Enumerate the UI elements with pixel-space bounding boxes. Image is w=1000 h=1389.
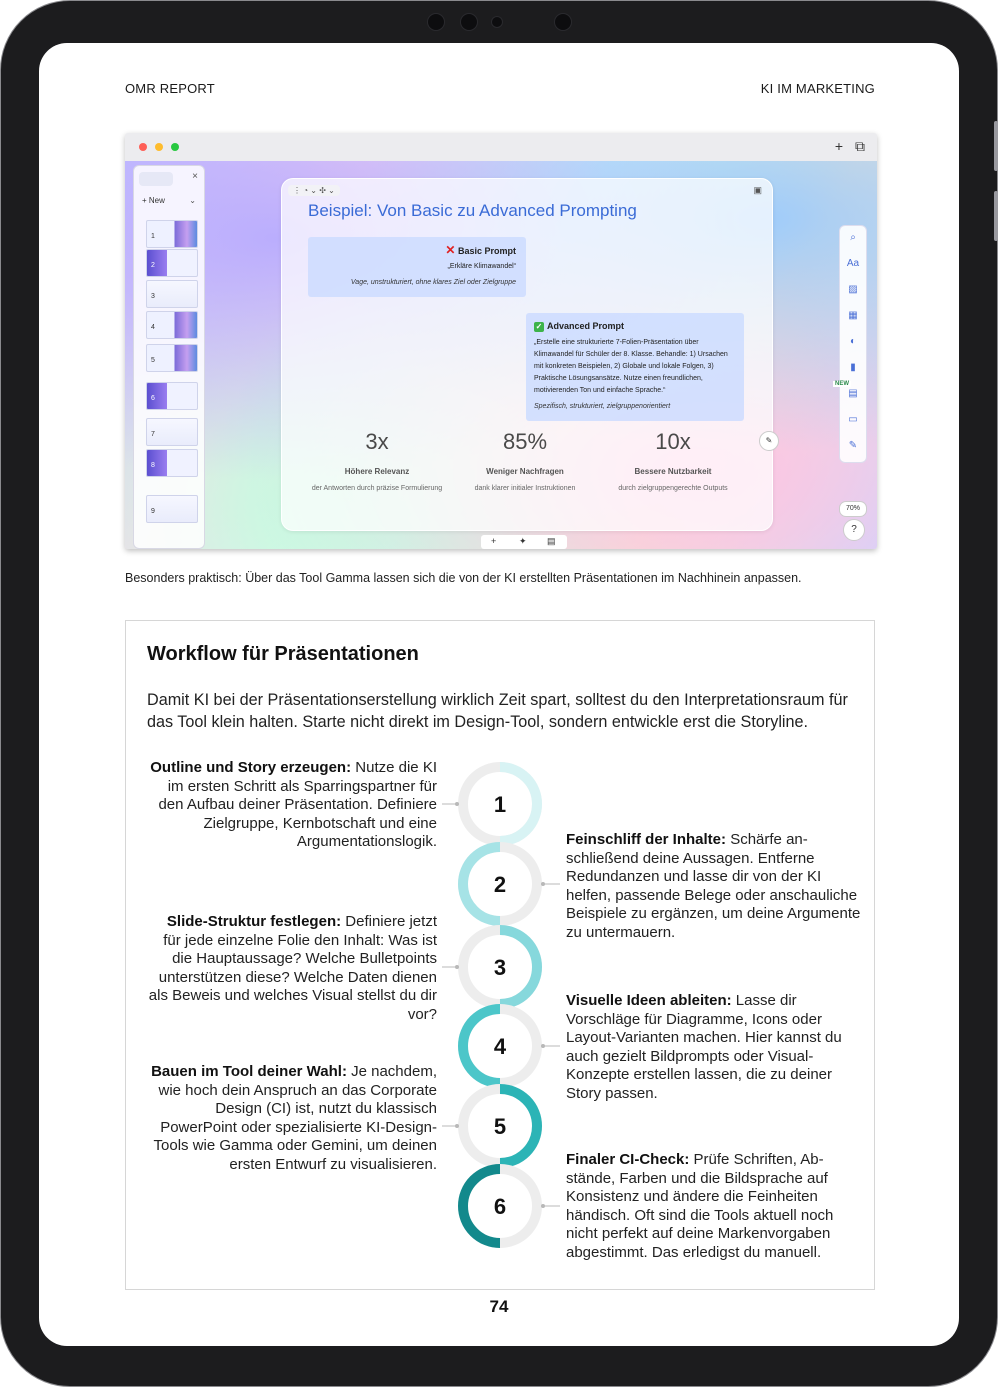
basic-prompt-heading bbox=[445, 243, 516, 257]
step-description: Lasse dir Vorschläge für Diagramme, Icons oder Layout-Varianten machen. Hier kannst du auch gezielt Bildprompts oder Visual-Konzepte erstellen lassen, die zu deiner Story passen. bbox=[566, 992, 842, 1102]
step-number: 5 bbox=[493, 1114, 507, 1139]
step-number: 3 bbox=[493, 955, 507, 980]
image-icon[interactable]: ▨ bbox=[848, 284, 858, 295]
slide-thumbnail[interactable] bbox=[146, 311, 198, 339]
cross-icon: ✕ bbox=[445, 243, 456, 257]
sensor-icon bbox=[460, 13, 478, 31]
slide-number: 4 bbox=[151, 324, 155, 331]
comment-icon[interactable]: ✎ bbox=[759, 431, 779, 451]
edit-icon[interactable]: ✎ bbox=[848, 440, 858, 451]
plus-icon[interactable]: + bbox=[834, 138, 843, 154]
slide-thumbnail[interactable] bbox=[146, 344, 198, 372]
minimize-window-icon[interactable] bbox=[155, 143, 163, 151]
slide-card[interactable] bbox=[281, 178, 773, 531]
close-icon[interactable]: × bbox=[192, 171, 198, 182]
advanced-prompt-heading bbox=[534, 321, 624, 332]
table-icon[interactable]: ▭ bbox=[848, 414, 858, 425]
step-4-text bbox=[566, 992, 861, 1103]
page-number: 74 bbox=[489, 1297, 509, 1316]
new-badge: NEW bbox=[835, 381, 849, 387]
slide-thumbnail[interactable] bbox=[146, 418, 198, 446]
step-connector-dot bbox=[455, 802, 459, 806]
slide-title[interactable]: Beispiel: Von Basic zu Advanced Prompting bbox=[308, 201, 637, 220]
search-icon[interactable]: ⌕ bbox=[850, 232, 856, 243]
stat-label: Bessere Nutzbarkeit bbox=[634, 467, 712, 476]
step-connector-dot bbox=[455, 1124, 459, 1128]
step-number: 1 bbox=[493, 792, 507, 817]
slide-thumbnail[interactable] bbox=[146, 220, 198, 248]
basic-prompt-box[interactable] bbox=[308, 237, 526, 297]
slide-thumbnail[interactable] bbox=[146, 449, 198, 477]
advanced-prompt-box[interactable] bbox=[526, 313, 744, 421]
workflow-box bbox=[125, 620, 875, 1290]
step-title: Outline und Story erzeugen: bbox=[150, 759, 352, 776]
stat-sub: dank klarer initialer Instruktionen bbox=[474, 485, 576, 492]
slide-number: 6 bbox=[151, 395, 155, 402]
step-description: Definiere jetzt für jede einzelne Folie den Inhalt: Was ist die Hauptaussage? Welche Bulletpoints unterstützen diese? Welche Daten dienen als Beweis und welches Visual stellst du dir vor? bbox=[148, 913, 437, 1023]
slide-number: 3 bbox=[151, 293, 155, 300]
step-title: Slide-Struktur festlegen: bbox=[166, 913, 342, 930]
stat-label: Höhere Relevanz bbox=[344, 467, 410, 476]
step-title: Finaler CI-Check: bbox=[566, 1151, 690, 1168]
step-connector-dot bbox=[541, 1204, 545, 1208]
layout-icon[interactable]: ▤ bbox=[848, 388, 858, 399]
step-2-text bbox=[566, 831, 861, 942]
text-icon[interactable]: Aa bbox=[846, 258, 860, 269]
add-icon[interactable]: + bbox=[491, 536, 497, 546]
header-right: KI IM MARKETING bbox=[760, 81, 875, 96]
slide-thumbnail[interactable] bbox=[146, 249, 198, 277]
grid-icon[interactable]: ▦ bbox=[848, 310, 858, 321]
window-titlebar bbox=[125, 133, 877, 162]
step-3-text bbox=[147, 913, 437, 1024]
slide-thumbnail[interactable] bbox=[146, 495, 198, 523]
workflow-intro: Damit KI bei der Präsentationserstellung wirklich Zeit spart, solltest du den Interpretationsraum für das Tool klein halten. Starte nicht direkt im Design-Tool, sondern entwickle erst die Storyline. bbox=[147, 691, 848, 731]
slide-number: 9 bbox=[151, 508, 155, 515]
step-description: Je nachdem, wie hoch dein Anspruch an das Corporate Design (CI) ist, nutzt du klassisch PowerPoint oder spezialisierte KI-Design-Tools wie Gamma oder Gemini, um deinen ersten Entwurf zu visualisieren. bbox=[153, 1063, 437, 1173]
step-description: Nutze die KI im ersten Schritt als Sparringspartner für den Aufbau deiner Präsentation. Definiere Zielgruppe, Kernbotschaft und eine Argumentationslogik. bbox=[158, 759, 437, 850]
step-6-text bbox=[566, 1151, 861, 1262]
help-button[interactable]: ? bbox=[843, 519, 865, 541]
sensor-icon bbox=[491, 16, 503, 28]
workflow-title: Workflow für Präsentationen bbox=[147, 643, 419, 665]
basic-prompt-note: Vage, unstrukturiert, ohne klares Ziel oder Zielgruppe bbox=[350, 279, 516, 286]
step-connector-dot bbox=[455, 965, 459, 969]
basic-prompt-text: „Erkläre Klimawandel“ bbox=[447, 263, 516, 270]
toggle-icon[interactable]: ◐ bbox=[849, 336, 857, 347]
basic-prompt-heading-text: Basic Prompt bbox=[457, 246, 516, 256]
view-toggle[interactable] bbox=[139, 172, 173, 186]
stat-value: 3x bbox=[365, 429, 389, 454]
image-caption: Besonders praktisch: Über das Tool Gamma lassen sich die von der KI erstellten Präsentationen im Nachhinein anpassen. bbox=[125, 571, 802, 585]
stat-value: 85% bbox=[502, 429, 548, 454]
slide-number: 7 bbox=[151, 431, 155, 438]
volume-button bbox=[994, 121, 998, 171]
stat-value: 10x bbox=[655, 429, 691, 454]
slide-thumbnail[interactable] bbox=[146, 280, 198, 308]
slide-number: 1 bbox=[151, 233, 155, 240]
chart-icon[interactable]: ▮ bbox=[850, 362, 856, 373]
camera-icon bbox=[554, 13, 572, 31]
zoom-level[interactable]: 70% bbox=[839, 501, 867, 517]
maximize-window-icon[interactable] bbox=[171, 143, 179, 151]
stat-sub: durch zielgruppengerechte Outputs bbox=[618, 485, 728, 492]
editor-canvas bbox=[125, 161, 877, 549]
step-5-text bbox=[147, 1063, 437, 1174]
check-icon: ✓ bbox=[535, 322, 543, 331]
slide-number: 2 bbox=[151, 262, 155, 269]
app-screenshot bbox=[125, 133, 877, 549]
close-window-icon[interactable] bbox=[139, 143, 147, 151]
step-title: Feinschliff der Inhalte: bbox=[566, 831, 727, 848]
slide-number: 8 bbox=[151, 462, 155, 469]
right-toolbar bbox=[839, 225, 867, 463]
step-title: Visuelle Ideen ableiten: bbox=[566, 992, 732, 1009]
chevron-down-icon[interactable]: ⌄ bbox=[189, 196, 196, 205]
calendar-icon[interactable]: ▣ bbox=[753, 185, 762, 195]
volume-button bbox=[994, 191, 998, 241]
slide-number: 5 bbox=[151, 357, 155, 364]
slide-thumbnail[interactable] bbox=[146, 382, 198, 410]
step-title: Bauen im Tool deiner Wahl: bbox=[151, 1063, 347, 1080]
step-connector-dot bbox=[541, 1044, 545, 1048]
step-number: 4 bbox=[493, 1034, 507, 1059]
slide-thumbnail-panel bbox=[133, 165, 205, 549]
new-slide-label: New bbox=[148, 196, 165, 205]
advanced-prompt-note: Spezifisch, strukturiert, zielgruppenorientiert bbox=[534, 403, 671, 410]
step-description: Schärfe anschließend deine Aussagen. Entferne Redundanzen und lasse dir von der KI helfen, passende Belege oder anschauliche Beispiele zu ergänzen, um deine Argumente zu untermauern. bbox=[566, 831, 861, 941]
step-connector-dot bbox=[541, 882, 545, 886]
advanced-prompt-heading-text: Advanced Prompt bbox=[547, 321, 625, 331]
page bbox=[39, 43, 959, 1346]
advanced-prompt-text: „Erstelle eine strukturierte 7-Folien-Präsentation über Klimawandel für Schüler der 8. Klasse. Behandle: 1) Ursachen mit konkreten Beispielen, 2) Globale und lokale Folgen, 3) Praktische Lösungsansätze. Nutze einen freundlichen, motivierenden Ton und einfache Sprache.“ bbox=[534, 339, 728, 394]
slide-bottom-toolbar bbox=[481, 535, 567, 549]
new-slide-button[interactable]: + New bbox=[142, 196, 165, 205]
stat-sub: der Antworten durch präzise Formulierung bbox=[311, 485, 443, 492]
slide-toolbar[interactable]: ⋮ ◔ ⌄ ✣ ⌄ bbox=[288, 185, 340, 196]
sparkle-icon[interactable]: ✦ bbox=[519, 536, 527, 546]
camera-icon bbox=[427, 13, 445, 31]
stat-label: Weniger Nachfragen bbox=[486, 467, 564, 476]
layout-icon[interactable]: ▤ bbox=[547, 536, 556, 546]
header-left: OMR REPORT bbox=[125, 81, 215, 96]
step-number: 2 bbox=[493, 872, 507, 897]
step-number: 6 bbox=[493, 1194, 507, 1219]
copy-icon[interactable]: ⧉ bbox=[855, 138, 865, 154]
step-description: Prüfe Schriften, Abstände, Farben und die Bildsprache auf Konsistenz und ändere die Feinheiten händisch. Oft sind die Tools aktuell noch nicht perfekt auf deine Markenvorgaben abgestimmt. Das erledigst du manuell. bbox=[566, 1151, 834, 1261]
step-1-text bbox=[147, 759, 437, 852]
